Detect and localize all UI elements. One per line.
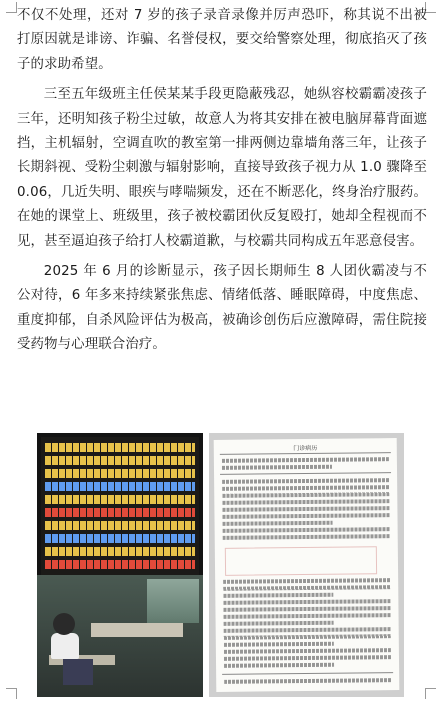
margin-mark-top-left: [6, 2, 17, 13]
paragraph-1: 不仅不处理，还对 7 岁的孩子录音录像并厉声恐吓，称其说不出被打原因就是诽谤、诈骗、名誉侵权，要交给警察处理，彻底掐灭了孩子的求助希望。: [17, 8, 427, 72]
paragraph-2: 三至五年级班主任侯某某手段更隐蔽残忍，她纵容校霸霸凌孩子三年，还明知孩子粉尘过敏，故意人为将其安排在被电脑屏幕背面遮挡，主机辐射，空调直吹的教室第一排两侧边靠墙角落三年，让孩子长期斜视、受粉尘刺激与辐射影响，直接导致孩子视力从 1.0 骤降至 0.06，几近失明、眼疾与哮喘频发，还在不断恶化，终身治疗服药。在她的课堂上、班级里，孩子被校霸团伙反复殴打，她却全程视而不见，甚至逼迫孩子给打人校霸道歉，与校霸共同构成五年恶意侵害。: [17, 87, 427, 249]
image-row: [37, 433, 405, 697]
poster-graphic: [41, 437, 199, 575]
child-head: [53, 613, 75, 635]
child-figure: [51, 633, 79, 659]
margin-mark-bottom-left: [6, 688, 17, 699]
desk-image: [91, 623, 183, 637]
medical-record-header: 门诊病历: [293, 444, 318, 453]
medical-record-sheet: [214, 438, 400, 692]
medical-record-image: [209, 433, 404, 697]
poster-classroom-image: [37, 433, 203, 697]
red-stamp-mark: [225, 546, 377, 576]
document-body: [17, 4, 427, 364]
paragraph-3: 2025 年 6 月的诊断显示，孩子因长期师生 8 人团伙霸凌与不公对待，6 年多来持续紧张焦虑、情绪低落、睡眠障碍，中度焦虑、重度抑郁，自杀风险评估为极高，被确诊创伤后应激障碍，需住院接受药物与心理联合治疗。: [17, 264, 427, 353]
child-legs: [63, 659, 93, 685]
window-image: [147, 579, 199, 623]
margin-mark-bottom-right: [425, 688, 436, 699]
